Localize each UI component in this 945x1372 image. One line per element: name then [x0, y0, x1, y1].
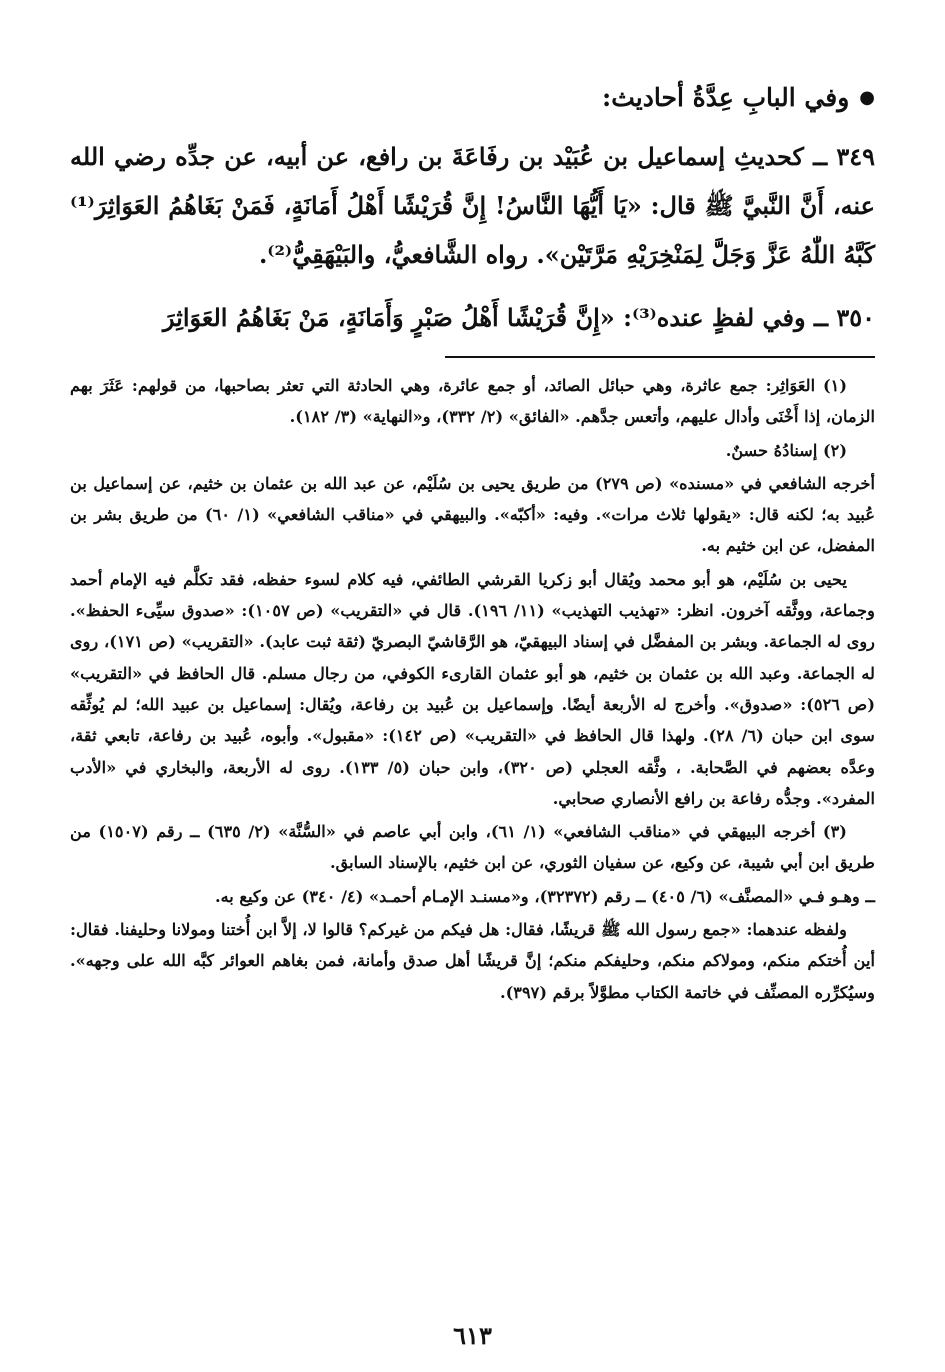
hadith-349: ٣٤٩ ــ كحديثِ إسماعيل بن عُبَيْد بن رفَاعَةَ بن رافع، عن أبيه، عن جدِّه رضي الله عنه، أَنَّ النَّبيَّ ﷺ قال: «يَا أَيُّهَا النَّاسُ! إِنَّ قُرَيْشًا أَهْلُ أَمَانَةٍ، فَمَنْ بَغَاهُمُ العَوَاثِرَ⁽¹⁾ كَبَّهُ اللّٰهُ عَزَّ وَجَلَّ لِمَنْخِرَيْهِ مَرَّتَيْن». رواه الشَّافعيُّ، والبَيْهَقِيُّ⁽²⁾. — [70, 142, 875, 269]
footnote-3-paragraph-2: ــ وهـو فـي «المصنَّف» (٦/ ٤٠٥) ــ رقم (٣٢٣٧٢)، و«مسنـد الإمـام أحمـد» (٤/ ٣٤٠) عن وكيع به. — [214, 886, 875, 906]
footnote-1: (١) العَوَاثِر: جمع عاثرة، وهي حبائل الصائد، أو جمع عائرة، وهي الحادثة التي تعثر بصاحبها، من قولهم: عَثَرَ بهم الزمان، إذا أَخْنَى وأدال عليهم، وأتعس جدَّهم. «الفائق» (٢/ ٣٣٢)، و«النهاية» (٣/ ١٨٢). — [70, 376, 875, 427]
footnote-3-paragraph-1: (٣) أخرجه البيهقي في «مناقب الشافعي» (١/ ٦١)، وابن أبي عاصم في «السُّنَّة» (٢/ ٦٣٥) ــ رقم (١٥٠٧) من طريق ابن أبي شيبة، عن وكيع، عن سفيان الثوري، عن ابن خثيم، بالإسناد السابق. — [70, 822, 875, 873]
footnote-2-paragraph-2: يحيى بن سُلَيْم، هو أبو محمد ويُقال أبو زكريا القرشي الطائفي، فيه كلام لسوء حفظه، فقد تكلَّم فيه الإمام أحمد وجماعة، ووثَّقه آخرون. انظر: «تهذيب التهذيب» (١١/ ١٩٦). قال في «التقريب» (ص ١٠٥٧): «صدوق سيِّىء الحفظ». روى له الجماعة. وبشر بن المفضَّل في إسناد البيهقيّ، هو الرَّقاشيّ البصريّ (ثقة ثبت عابد). «التقريب» (ص ١٧١)، روى له الجماعة. وعبد الله بن عثمان بن خثيم، هو أبو عثمان القارىء الكوفي، من رجال مسلم. قال الحافظ في «التقريب» (ص ٥٢٦): «صدوق». وأخرج له الأربعة أيضًا. وإسماعيل بن عُبيد بن رفاعة، ويُقال: إسماعيل بن عبيد الله؛ لم يُوثِّقه سوى ابن حبان (٦/ ٢٨). ولهذا قال الحافظ في «التقريب» (ص ١٤٢): «مقبول». وأبوه، عُبيد بن رفاعة، تابعي ثقة، وعدَّه بعضهم في الصَّحابة. ، وثَّقه العجلي (ص ٣٢٠)، وابن حبان (٥/ ١٣٣). روى له الأربعة، والبخاري في «الأدب المفرد». وجدُّه رفاعة بن رافع الأنصاري صحابي. — [70, 569, 875, 808]
footnote-separator — [445, 356, 875, 358]
footnotes — [70, 370, 875, 1008]
footnote-2-title: (٢) إسنادُهُ حسنٌ. — [725, 440, 847, 460]
footnote-3-paragraph-3: ولفظه عندهما: «جمع رسول الله ﷺ قريشًا، فقال: هل فيكم من غيركم؟ قالوا لا، إلاَّ ابن أُختنا ومولانا وحليفنا. فقال: أين أُختكم منكم، ومولاكم منكم، وحليفكم منكم؛ إنَّ قريشًا أهل صدق وأمانة، فمن بغاهم العوائر كبَّه الله على وجهه». وسيُكرِّره المصنِّف في خاتمة الكتاب مطوَّلاً برقم (٣٩٧). — [70, 920, 875, 1002]
section-heading-text: وفي البابِ عِدَّةُ أحاديث: — [602, 83, 850, 112]
hadith-350: ٣٥٠ ــ وفي لفظٍ عنده⁽³⁾: «إِنَّ قُرَيْشًا أَهْلُ صَبْرٍ وَأَمَانَةٍ، مَنْ بَغَاهُمُ العَوَاثِرَ — [162, 303, 875, 332]
page-number: ٦١٣ — [453, 1321, 492, 1350]
book-page — [70, 78, 875, 1372]
bullet-icon: ● — [859, 87, 875, 108]
footnote-2-paragraph-1: أخرجه الشافعي في «مسنده» (ص ٢٧٩) من طريق يحيى بن سُلَيْم، عن عبد الله بن عثمان بن خثيم، عن إسماعيل بن عُبيد به؛ لكنه قال: «يقولها ثلاث مرات». وفيه: «أكبّه». والبيهقي في «مناقب الشافعي» (١/ ٦٠) من طريق بشر بن المفضل، عن ابن خثيم به. — [70, 473, 876, 556]
section-heading — [70, 78, 875, 118]
